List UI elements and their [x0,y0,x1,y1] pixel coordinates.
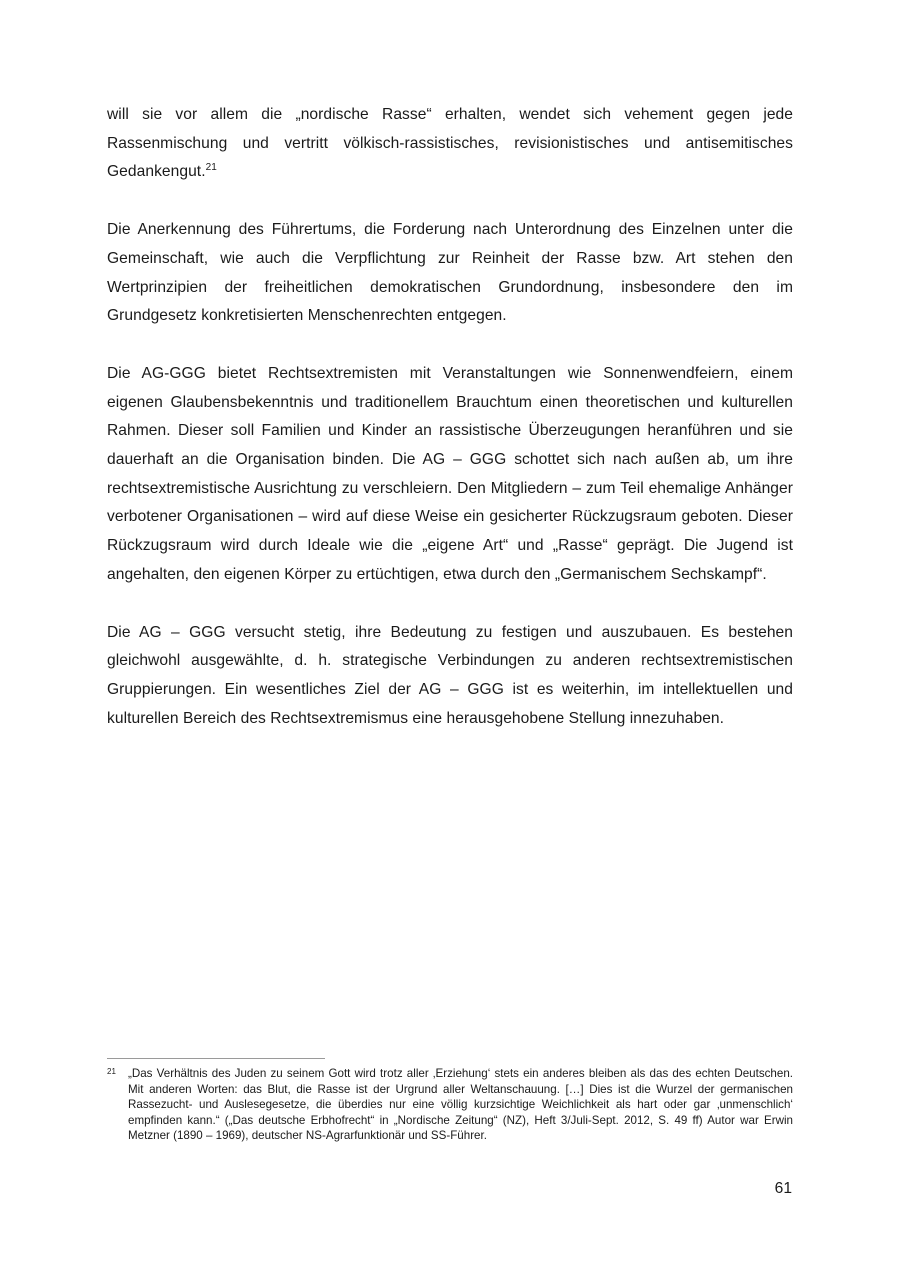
paragraph-1-text: will sie vor allem die „nordische Rasse“ erhalten, wendet sich vehement gegen jede Rassenmischung und vertritt völkisch-rassistisches, revisionistisches und antisemitisches Gedankengut. [107,106,793,181]
footnote-number: 21 [107,1067,116,1076]
paragraph-4: Die AG – GGG versucht stetig, ihre Bedeutung zu festigen und auszubauen. Es bestehen gleichwohl ausgewählte, d. h. strategische Verbindungen zu anderen rechtsextremistischen Gruppierungen. Ein wesentliches Ziel der AG – GGG ist es weiterhin, im intellektuellen und kulturellen Bereich des Rechtsextremismus eine herausgehobene Stellung innezuhaben. [107,623,793,727]
paragraph-3: Die AG-GGG bietet Rechtsextremisten mit Veranstaltungen wie Sonnenwendfeiern, einem eigenen Glaubensbekenntnis und traditionellem Brauchtum einen theoretischen und kulturellen Rahmen. Dieser soll Familien und Kinder an rassistische Überzeugungen heranführen und sie dauerhaft an die Organisation binden. Die AG – GGG schottet sich nach außen ab, um ihre rechtsextremistische Ausrichtung zu verschleiern. Den Mitgliedern – zum Teil ehemalige Anhänger verbotener Organisationen – wird auf diese Weise ein gesicherter Rückzugsraum geboten. Dieser Rückzugsraum wird durch Ideale wie die „eigene Art“ und „Rasse“ geprägt. Die Jugend ist angehalten, den eigenen Körper zu ertüchtigen, etwa durch den „Germanischem Sechskampf“. [107,364,793,583]
paragraph-2: Die Anerkennung des Führertums, die Forderung nach Unterordnung des Einzelnen unter die Gemeinschaft, wie auch die Verpflichtung zur Reinheit der Rasse bzw. Art stehen den Wertprinzipien der freiheitlichen demokratischen Grundordnung, insbesondere den im Grundgesetz konkretisierten Menschenrechten entgegen. [107,221,793,325]
footnote [107,1066,793,1144]
footnote-reference[interactable]: 21 [205,162,217,174]
paragraph-1 [107,101,793,187]
footnote-separator [107,1058,325,1059]
footnote-text: „Das Verhältnis des Juden zu seinem Gott wird trotz aller ‚Erziehung‘ stets ein anderes bleiben als das des echten Deutschen. Mit anderen Worten: das Blut, die Rasse ist der Urgrund aller Weltanschauung. […] Dies ist die Wurzel der germanischen Rassezucht- und Auslesegesetze, die überdies nur eine völlig kurzsichtige Weichlichkeit als hart oder gar ‚unmenschlich‘ empfinden kann.“ („Das deutsche Erbhofrecht“ in „Nordische Zeitung“ (NZ), Heft 3/Juli-Sept. 2012, S. 49 ff) Autor war Erwin Metzner (1890 – 1969), deutscher NS-Agrarfunktionär und SS-Führer. [128,1067,793,1142]
page-number: 61 [774,1180,792,1197]
body-text [107,101,793,762]
